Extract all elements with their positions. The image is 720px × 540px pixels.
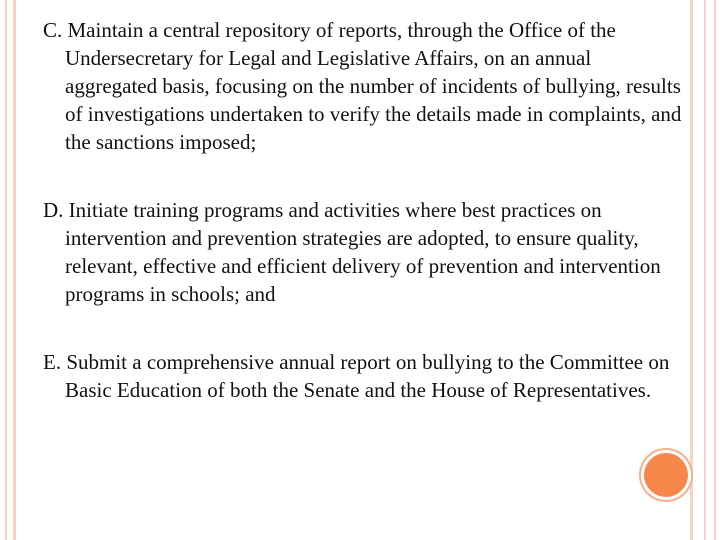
paragraph-d: D. Initiate training programs and activities where best practices on intervention and prevention strategies are adopted, to ensure quality, relevant, effective and efficient delivery of prevention and intervention programs in schools; and: [43, 198, 661, 306]
right-decorative-line-outer: [714, 0, 716, 540]
left-decorative-line: [5, 0, 7, 540]
decorative-circle-icon: [641, 450, 691, 500]
paragraph-e: E. Submit a comprehensive annual report on bullying to the Committee on Basic Education of both the Senate and the House of Representatives.: [43, 350, 670, 402]
paragraph-c: C. Maintain a central repository of reports, through the Office of the Undersecretary for Legal and Legislative Affairs, on an annual aggregated basis, focusing on the number of incidents of bullying, results of investigations undertaken to verify the details made in complaints, and the sanctions imposed;: [43, 18, 682, 154]
slide-body: [43, 16, 688, 444]
right-decorative-line-inner: [704, 0, 706, 540]
